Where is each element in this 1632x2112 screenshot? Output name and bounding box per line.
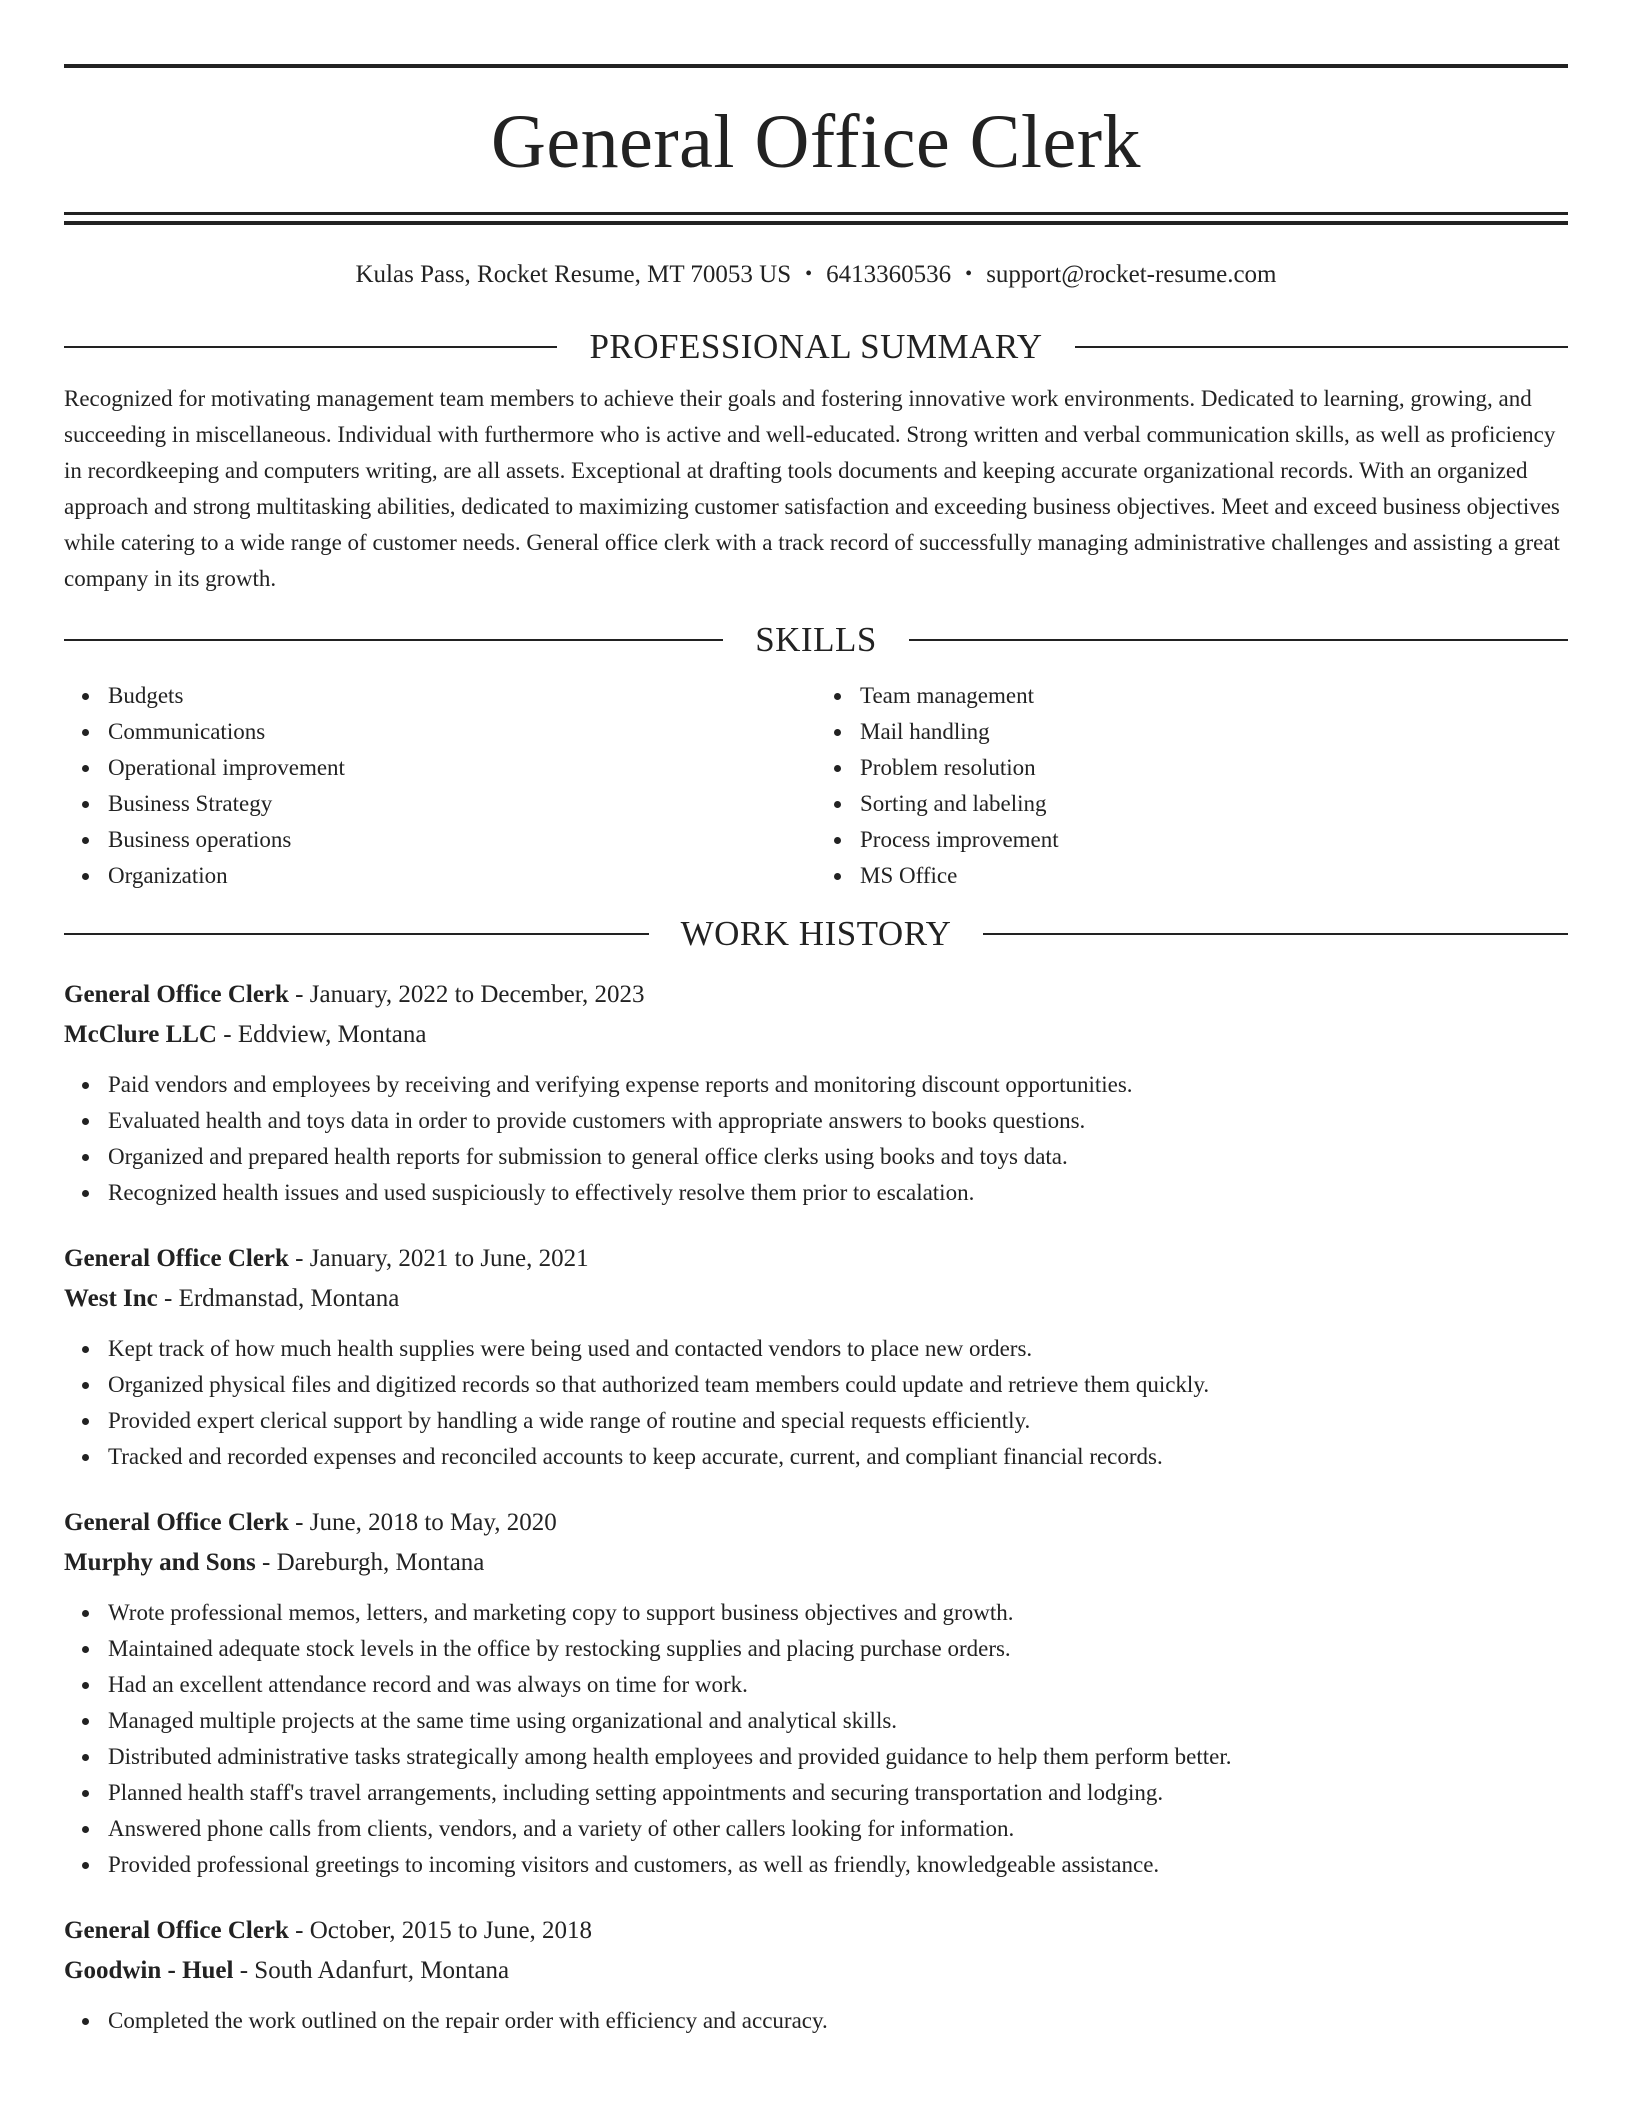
job-company: Goodwin - Huel xyxy=(64,1957,234,1984)
job-bullet: Paid vendors and employees by receiving and verifying expense reports and monitoring discount opportunities. xyxy=(108,1067,1568,1103)
contact-email: support@rocket-resume.com xyxy=(986,261,1277,288)
heading-rule-left xyxy=(64,933,649,935)
job-bullet: Organized and prepared health reports for submission to general office clerks using books and toys data. xyxy=(108,1139,1568,1175)
resume-name: General Office Clerk xyxy=(490,100,1142,184)
skill-item: Problem resolution xyxy=(860,750,1568,786)
job-company-line xyxy=(64,1279,1568,1319)
job-company: West Inc xyxy=(64,1285,158,1312)
job-title: General Office Clerk xyxy=(64,981,289,1008)
skill-item: Sorting and labeling xyxy=(860,786,1568,822)
job-bullet: Tracked and recorded expenses and reconciled accounts to keep accurate, current, and compliant financial records. xyxy=(108,1439,1568,1475)
job-bullet: Managed multiple projects at the same time using organizational and analytical skills. xyxy=(108,1703,1568,1739)
skill-item: Team management xyxy=(860,678,1568,714)
job-bullet: Planned health staff's travel arrangements, including setting appointments and securing transportation and lodging. xyxy=(108,1775,1568,1811)
skills-heading xyxy=(64,620,1568,660)
job-dates: - June, 2018 to May, 2020 xyxy=(288,1509,557,1536)
job-title-line xyxy=(64,975,1568,1015)
heading-rule-left xyxy=(64,346,557,348)
skill-item: Communications xyxy=(108,714,816,750)
job-entry xyxy=(64,1503,1568,1883)
job-company-line xyxy=(64,1015,1568,1055)
job-dates: - January, 2021 to June, 2021 xyxy=(288,1245,589,1272)
job-bullet: Had an excellent attendance record and was always on time for work. xyxy=(108,1667,1568,1703)
job-bullets xyxy=(64,2003,1568,2039)
contact-separator: • xyxy=(805,263,813,285)
job-location: - Eddview, Montana xyxy=(217,1021,427,1048)
job-dates: - January, 2022 to December, 2023 xyxy=(288,981,645,1008)
summary-heading xyxy=(64,327,1568,367)
job-company: McClure LLC xyxy=(64,1021,217,1048)
contact-phone: 6413360536 xyxy=(826,261,952,288)
skills-heading-title: SKILLS xyxy=(755,620,877,659)
top-rule xyxy=(64,64,1568,68)
job-bullet: Provided expert clerical support by handling a wide range of routine and special requests efficiently. xyxy=(108,1403,1568,1439)
skill-item: Organization xyxy=(108,858,816,894)
job-bullet: Distributed administrative tasks strategically among health employees and provided guidance to help them perform better. xyxy=(108,1739,1568,1775)
heading-rule-right xyxy=(909,639,1568,641)
summary-text: Recognized for motivating management team members to achieve their goals and fostering innovative work environments. Dedicated to learning, growing, and succeeding in miscellaneous. Individual with furthermore who is active and well-educated. Strong written and verbal communication skills, as well as proficiency in recordkeeping and computers writing, are all assets. Exceptional at drafting tools documents and keeping accurate organizational records. With an organized approach and strong multitasking abilities, dedicated to maximizing customer satisfaction and exceeding business objectives. Meet and exceed business objectives while catering to a wide range of customer needs. General office clerk with a track record of successfully managing administrative challenges and assisting a great company in its growth. xyxy=(64,386,1560,591)
skills-column-left xyxy=(64,678,816,894)
job-entry xyxy=(64,1239,1568,1475)
header-rule-2 xyxy=(64,221,1568,225)
job-bullet: Answered phone calls from clients, vendors, and a variety of other callers looking for information. xyxy=(108,1811,1568,1847)
job-title-line xyxy=(64,1911,1568,1951)
work-heading xyxy=(64,914,1568,954)
job-bullets xyxy=(64,1067,1568,1211)
job-bullets xyxy=(64,1331,1568,1475)
job-company-line xyxy=(64,1543,1568,1583)
job-bullet: Recognized health issues and used suspiciously to effectively resolve them prior to escalation. xyxy=(108,1175,1568,1211)
heading-rule-right xyxy=(983,933,1568,935)
job-bullet: Evaluated health and toys data in order to provide customers with appropriate answers to books questions. xyxy=(108,1103,1568,1139)
job-title: General Office Clerk xyxy=(64,1245,289,1272)
job-bullet: Kept track of how much health supplies were being used and contacted vendors to place new orders. xyxy=(108,1331,1568,1367)
job-entry xyxy=(64,1911,1568,2039)
skill-item: MS Office xyxy=(860,858,1568,894)
job-bullet: Maintained adequate stock levels in the office by restocking supplies and placing purchase orders. xyxy=(108,1631,1568,1667)
job-title: General Office Clerk xyxy=(64,1509,289,1536)
contact-address: Kulas Pass, Rocket Resume, MT 70053 US xyxy=(355,261,792,288)
job-company: Murphy and Sons xyxy=(64,1549,256,1576)
job-dates: - October, 2015 to June, 2018 xyxy=(288,1917,593,1944)
job-title-line xyxy=(64,1239,1568,1279)
skill-item: Operational improvement xyxy=(108,750,816,786)
header-rule-1 xyxy=(64,212,1568,215)
job-location: - Erdmanstad, Montana xyxy=(157,1285,400,1312)
job-title-line xyxy=(64,1503,1568,1543)
skills-list xyxy=(64,678,1568,894)
resume-page xyxy=(64,64,1568,2039)
work-heading-title: WORK HISTORY xyxy=(680,914,952,953)
job-entry xyxy=(64,975,1568,1211)
skill-item: Budgets xyxy=(108,678,816,714)
heading-rule-left xyxy=(64,639,723,641)
job-title: General Office Clerk xyxy=(64,1917,289,1944)
skill-item: Business Strategy xyxy=(108,786,816,822)
job-bullet: Provided professional greetings to incoming visitors and customers, as well as friendly, knowledgeable assistance. xyxy=(108,1847,1568,1883)
skills-column-right xyxy=(816,678,1568,894)
heading-rule-right xyxy=(1075,346,1568,348)
job-bullet: Wrote professional memos, letters, and marketing copy to support business objectives and growth. xyxy=(108,1595,1568,1631)
summary-heading-title: PROFESSIONAL SUMMARY xyxy=(589,327,1043,366)
skill-item: Business operations xyxy=(108,822,816,858)
job-bullet: Completed the work outlined on the repair order with efficiency and accuracy. xyxy=(108,2003,1568,2039)
contact-separator: • xyxy=(965,263,973,285)
skill-item: Mail handling xyxy=(860,714,1568,750)
job-location: - Dareburgh, Montana xyxy=(255,1549,485,1576)
job-location: - South Adanfurt, Montana xyxy=(233,1957,510,1984)
job-bullet: Organized physical files and digitized records so that authorized team members could update and retrieve them quickly. xyxy=(108,1367,1568,1403)
contact-line xyxy=(64,260,1568,291)
skill-item: Process improvement xyxy=(860,822,1568,858)
job-company-line xyxy=(64,1951,1568,1991)
job-bullets xyxy=(64,1595,1568,1883)
